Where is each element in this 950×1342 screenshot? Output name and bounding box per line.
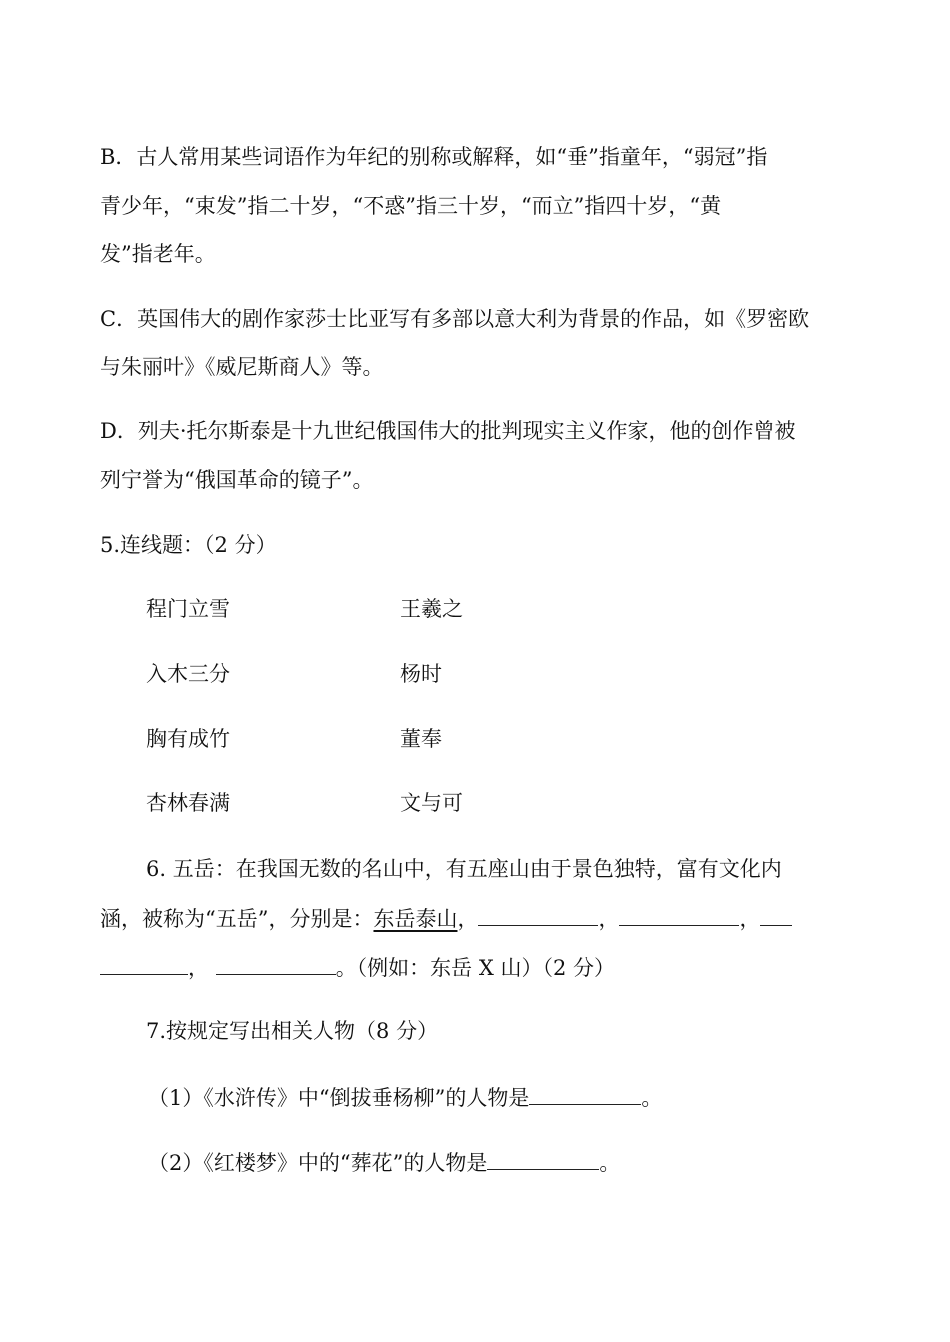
answer-blank[interactable]	[100, 952, 188, 975]
q5-right-item: 杨时	[400, 662, 442, 686]
q7-sub-1-text: （1）《水浒传》中“倒拔垂杨柳”的人物是	[148, 1086, 530, 1110]
q7-sub-2	[148, 1147, 620, 1177]
q6-line-2	[100, 903, 792, 933]
comma: ，	[457, 907, 479, 931]
option-c-line-2: 与朱丽叶》《威尼斯商人》等。	[100, 355, 384, 379]
q7-sub-1	[148, 1082, 662, 1112]
q6-line-3	[100, 952, 615, 982]
option-d-line-1: D．列夫·托尔斯泰是十九世纪俄国伟大的批判现实主义作家，他的创作曾被	[100, 419, 796, 443]
q5-left-item: 程门立雪	[146, 597, 230, 621]
comma: ，	[598, 907, 620, 931]
q5-right-item: 文与可	[400, 791, 463, 815]
q5-left-item: 胸有成竹	[146, 727, 230, 751]
option-b-line-1: B．古人常用某些词语作为年纪的别称或解释，如“垂”指童年，“弱冠”指	[100, 145, 768, 169]
q5-right-item: 王羲之	[400, 597, 463, 621]
answer-blank[interactable]	[619, 903, 739, 926]
option-b-line-3: 发”指老年。	[100, 242, 216, 266]
q7-sub-2-text: （2）《红楼梦》中的“葬花”的人物是	[148, 1151, 488, 1175]
q7-title: 7.按规定写出相关人物（8 分）	[146, 1019, 439, 1043]
q6-example-answer: 东岳泰山	[373, 907, 458, 931]
q5-right-item: 董奉	[400, 727, 442, 751]
q6-line-1: 6. 五岳：在我国无数的名山中，有五座山由于景色独特，富有文化内	[146, 857, 782, 881]
option-c-line-1: C．英国伟大的剧作家莎士比亚写有多部以意大利为背景的作品，如《罗密欧	[100, 307, 810, 331]
q6-end: 。（例如：东岳 X 山）（2 分）	[335, 956, 616, 980]
period: 。	[599, 1151, 621, 1175]
comma: ，	[739, 907, 761, 931]
option-b-line-2: 青少年，“束发”指二十岁，“不惑”指三十岁，“而立”指四十岁，“黄	[100, 194, 722, 218]
comma: ，	[188, 956, 209, 980]
answer-blank[interactable]	[760, 903, 792, 926]
answer-blank[interactable]	[487, 1147, 599, 1170]
q5-left-item: 入木三分	[146, 662, 230, 686]
q6-prefix: 涵，被称为“五岳”，分别是：	[100, 907, 374, 931]
option-d-line-2: 列宁誉为“俄国革命的镜子”。	[100, 468, 374, 492]
answer-blank[interactable]	[216, 952, 336, 975]
answer-blank[interactable]	[478, 903, 598, 926]
q5-left-item: 杏林春满	[146, 791, 230, 815]
q5-title: 5.连线题：（2 分）	[100, 533, 277, 557]
period: 。	[641, 1086, 663, 1110]
answer-blank[interactable]	[529, 1082, 641, 1105]
